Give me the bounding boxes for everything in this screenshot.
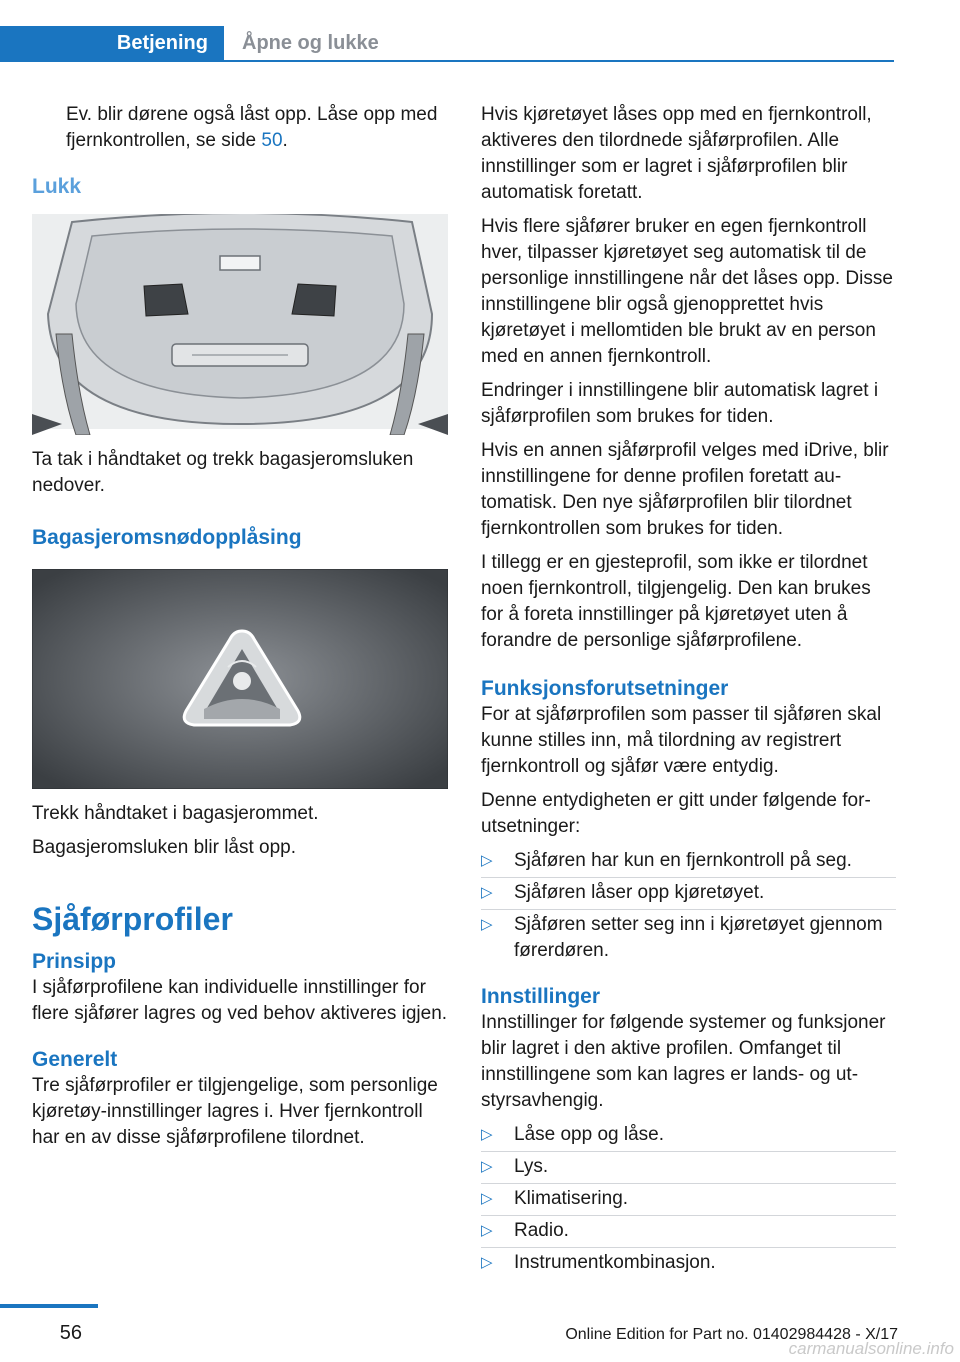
prinsipp-paragraph: I sjåførprofilene kan individuelle innstillinger for flere sjåfører lagres og ved behov aktiveres igjen.: [32, 977, 448, 1024]
settings-list: [481, 1122, 896, 1276]
list-item-text: Sjåføren setter seg inn i kjøretøyet gjennom førerdøren.: [514, 914, 883, 961]
list-separator: [481, 877, 896, 878]
heading-generelt: Generelt: [32, 1048, 118, 1071]
trunk-lid-image: [32, 214, 448, 435]
edition-text: Online Edition for Part no. 01402984428 - X/17: [565, 1326, 898, 1343]
right-paragraph-1: Hvis kjøretøyet låses opp med en fjernkontroll, aktiveres den tilordnede sjåførprofilen. Alle innstillinger som er lagret i sjåførprofilen blir automatisk foretatt.: [481, 104, 872, 203]
lukk-paragraph: Ta tak i håndtaket og trekk bagasjeromsluken nedover.: [32, 449, 414, 496]
triangle-bullet-icon: ▷: [481, 1158, 493, 1175]
triangle-bullet-icon: ▷: [481, 1254, 493, 1271]
heading-nodopplasing: Bagasjeromsnødopplåsing: [32, 526, 302, 549]
heading-funksjonsforutsetninger: Funksjonsforutsetninger: [481, 677, 729, 700]
intro-end: .: [282, 130, 288, 151]
list-item-text: Låse opp og låse.: [514, 1124, 665, 1145]
right-paragraph-3: Endringer i innstillingene blir automatisk lagret i sjåførprofilen som brukes for tiden.: [481, 380, 879, 427]
emergency-release-image: [32, 569, 448, 789]
list-item-text: Lys.: [514, 1156, 549, 1177]
heading-prinsipp: Prinsipp: [32, 950, 117, 973]
list-item: [481, 1186, 896, 1212]
innst-paragraph: Innstillinger for følgende systemer og funksjoner blir lagret i den aktive profilen. Omfanget til innstillingene som kan lagres er lands- og utstyrsavhengig.: [481, 1012, 886, 1111]
page-number: 56: [59, 1322, 82, 1344]
right-paragraph-2: Hvis flere sjåfører bruker en egen fjernkontroll hver, tilpasser kjøretøyet seg automatisk til de personlige innstillingene når det låses opp. Disse innstillingene blir også gjenopprettet hvis kjøretøyet i mellomtiden ble brukt av en person med en annen fjernkontroll.: [481, 216, 893, 367]
header-rule: [0, 60, 894, 62]
list-separator: [481, 1151, 896, 1152]
nod-paragraph-1: Trekk håndtaket i bagasjerommet.: [32, 803, 319, 824]
intro-paragraph: [32, 102, 448, 154]
list-separator: [481, 1247, 896, 1248]
triangle-bullet-icon: ▷: [481, 1190, 493, 1207]
prerequisite-list: [481, 848, 896, 964]
triangle-bullet-icon: ▷: [481, 1222, 493, 1239]
list-item: [481, 1250, 896, 1276]
right-paragraph-5: I tillegg er en gjesteprofil, som ikke er tilordnet noen fjernkontroll, tilgjengelig. Den kan brukes for å foreta innstillinger på kjøretøyet uten å forandre de personlige sjåførprofilene.: [481, 552, 871, 651]
forut-paragraph-2: Denne entydigheten er gitt under følgende forutsetninger:: [481, 790, 871, 837]
right-paragraph-4: Hvis en annen sjåførprofil velges med iDrive, blir innstillingene for denne profilen foretatt automatisk. Den nye sjåførprofilen blir tilordnet fjernkontrollen som brukes for tiden.: [481, 440, 889, 539]
list-separator: [481, 909, 896, 910]
heading-lukk: Lukk: [32, 175, 82, 198]
list-item: [481, 1154, 896, 1180]
intro-text: Ev. blir dørene også låst opp. Låse opp med fjernkontrollen, se side: [66, 104, 438, 151]
list-item: [481, 848, 896, 874]
list-item-text: Sjåføren har kun en fjernkontroll på seg.: [514, 850, 852, 871]
list-item-text: Klimatisering.: [514, 1188, 629, 1209]
list-item: [481, 1122, 896, 1148]
forut-paragraph-1: For at sjåførprofilen som passer til sjåføren skal kunne stilles inn, må tilordning av registrert fjernkontroll og sjåfør være entydig.: [481, 704, 882, 777]
watermark: carmanualsonline.info: [788, 1339, 954, 1358]
tab-apne-og-lukke[interactable]: Åpne og lukke: [242, 32, 379, 54]
triangle-bullet-icon: ▷: [481, 884, 493, 901]
list-separator: [481, 1183, 896, 1184]
heading-sjaforprofiler: Sjåførprofiler: [32, 901, 233, 937]
tab-betjening[interactable]: Betjening: [0, 26, 224, 60]
triangle-bullet-icon: ▷: [481, 916, 493, 933]
page-link[interactable]: 50: [261, 130, 283, 151]
heading-innstillinger: Innstillinger: [481, 985, 601, 1008]
footer-rule: [0, 1304, 98, 1308]
triangle-bullet-icon: ▷: [481, 852, 493, 869]
right-column: [481, 102, 896, 1284]
list-item: [481, 1218, 896, 1244]
triangle-bullet-icon: ▷: [481, 1126, 493, 1143]
list-item-text: Sjåføren låser opp kjøretøyet.: [514, 882, 765, 903]
left-column: [32, 102, 448, 1159]
nod-paragraph-2: Bagasjeromsluken blir låst opp.: [32, 837, 297, 858]
generelt-paragraph: Tre sjåførprofiler er tilgjengelige, som personlige kjøretøy-innstillinger lagres i. Hver fjernkontroll har en av disse sjåførprofilene tilordnet.: [32, 1075, 438, 1148]
list-item: [481, 912, 896, 964]
list-item-text: Instrumentkombinasjon.: [514, 1252, 716, 1273]
list-item-text: Radio.: [514, 1220, 569, 1241]
list-item: [481, 880, 896, 906]
list-separator: [481, 1215, 896, 1216]
